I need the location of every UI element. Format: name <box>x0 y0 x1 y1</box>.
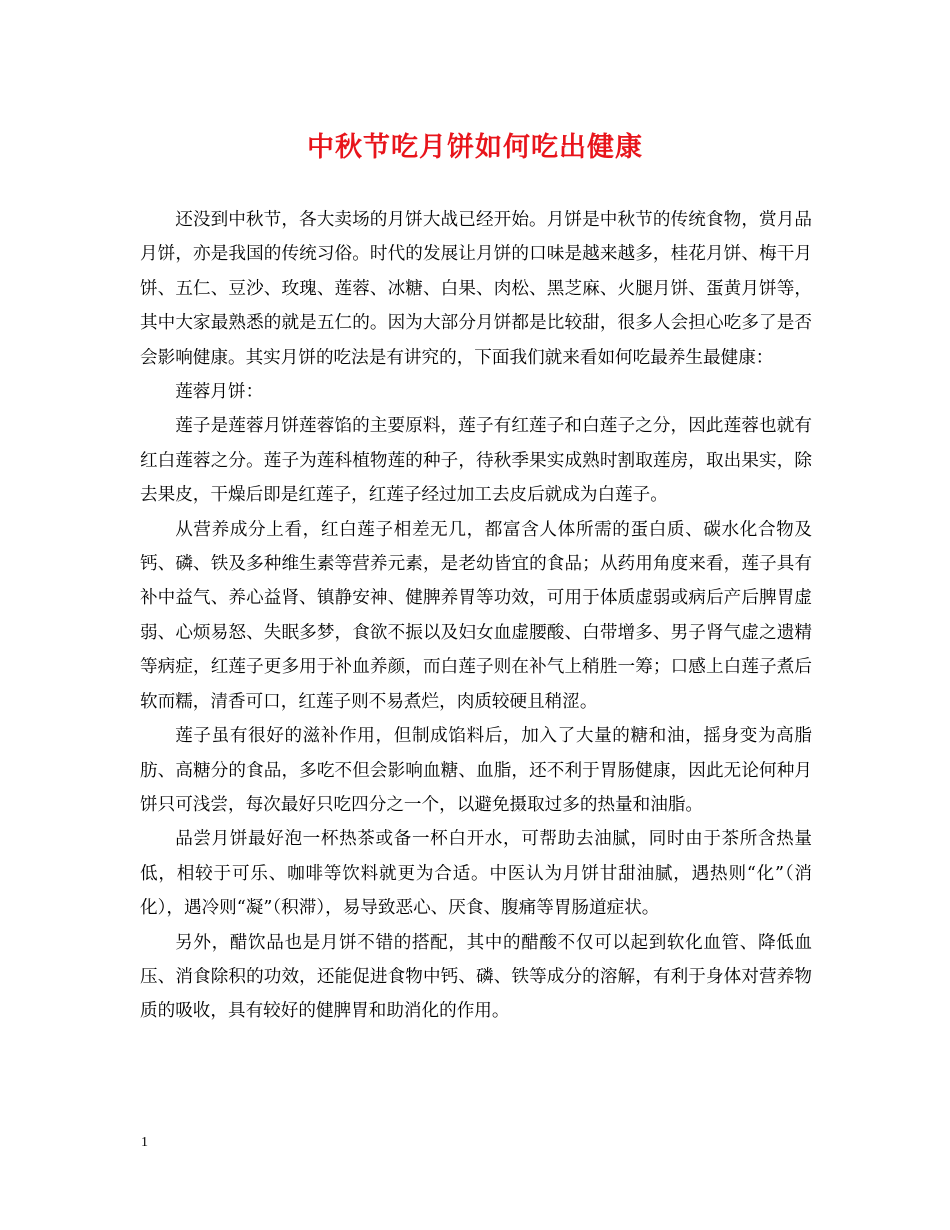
paragraph-tea-pairing: 品尝月饼最好泡一杯热茶或备一杯白开水，可帮助去油腻，同时由于茶所含热量低，相较于可乐、咖啡等饮料就更为合适。中医认为月饼甘甜油腻，遇热则“化”（消化），遇冷则“凝”（积滞），易导致恶心、厌食、腹痛等胃肠道症状。 <box>140 829 812 919</box>
paragraph-vinegar-pairing: 另外，醋饮品也是月饼不错的搭配，其中的醋酸不仅可以起到软化血管、降低血压、消食除积的功效，还能促进食物中钙、磷、铁等成分的溶解，有利于身体对营养物质的吸收，具有较好的健脾胃和助消化的作用。 <box>140 932 812 1022</box>
paragraph-intro: 还没到中秋节，各大卖场的月饼大战已经开始。月饼是中秋节的传统食物，赏月品月饼，亦是我国的传统习俗。时代的发展让月饼的口味是越来越多，桂花月饼、梅干月饼、五仁、豆沙、玫瑰、莲蓉、冰糖、白果、肉松、黑芝麻、火腿月饼、蛋黄月饼等，其中大家最熟悉的就是五仁的。因为大部分月饼都是比较甜，很多人会担心吃多了是否会影响健康。其实月饼的吃法是有讲究的，下面我们就来看如何吃最养生最健康： <box>140 210 812 368</box>
paragraph-nutrition: 从营养成分上看，红白莲子相差无几，都富含人体所需的蛋白质、碳水化合物及钙、磷、铁及多种维生素等营养元素，是老幼皆宜的食品；从药用角度来看，莲子具有补中益气、养心益肾、镇静安神、健脾养胃等功效，可用于体质虚弱或病后产后脾胃虚弱、心烦易怒、失眠多梦，食欲不振以及妇女血虚腰酸、白带增多、男子肾气虚之遗精等病症，红莲子更多用于补血养颜，而白莲子则在补气上稍胜一筹；口感上白莲子煮后软而糯，清香可口，红莲子则不易煮烂，肉质较硬且稍涩。 <box>140 519 812 712</box>
paragraph-lotus-seed-origin: 莲子是莲蓉月饼莲蓉馅的主要原料，莲子有红莲子和白莲子之分，因此莲蓉也就有红白莲蓉之分。莲子为莲科植物莲的种子，待秋季果实成熟时割取莲房，取出果实，除去果皮，干燥后即是红莲子，红莲子经过加工去皮后就成为白莲子。 <box>140 416 812 506</box>
paragraph-moderation: 莲子虽有很好的滋补作用，但制成馅料后，加入了大量的糖和油，摇身变为高脂肪、高糖分的食品，多吃不但会影响血糖、血脂，还不利于胃肠健康，因此无论何种月饼只可浅尝，每次最好只吃四分之一个，以避免摄取过多的热量和油脂。 <box>140 726 812 815</box>
article-body <box>140 203 812 1029</box>
section-heading-lotus-paste-mooncake: 莲蓉月饼： <box>175 382 264 403</box>
document-title: 中秋节吃月饼如何吃出健康 <box>307 132 643 163</box>
page-number: 1 <box>141 1135 148 1150</box>
